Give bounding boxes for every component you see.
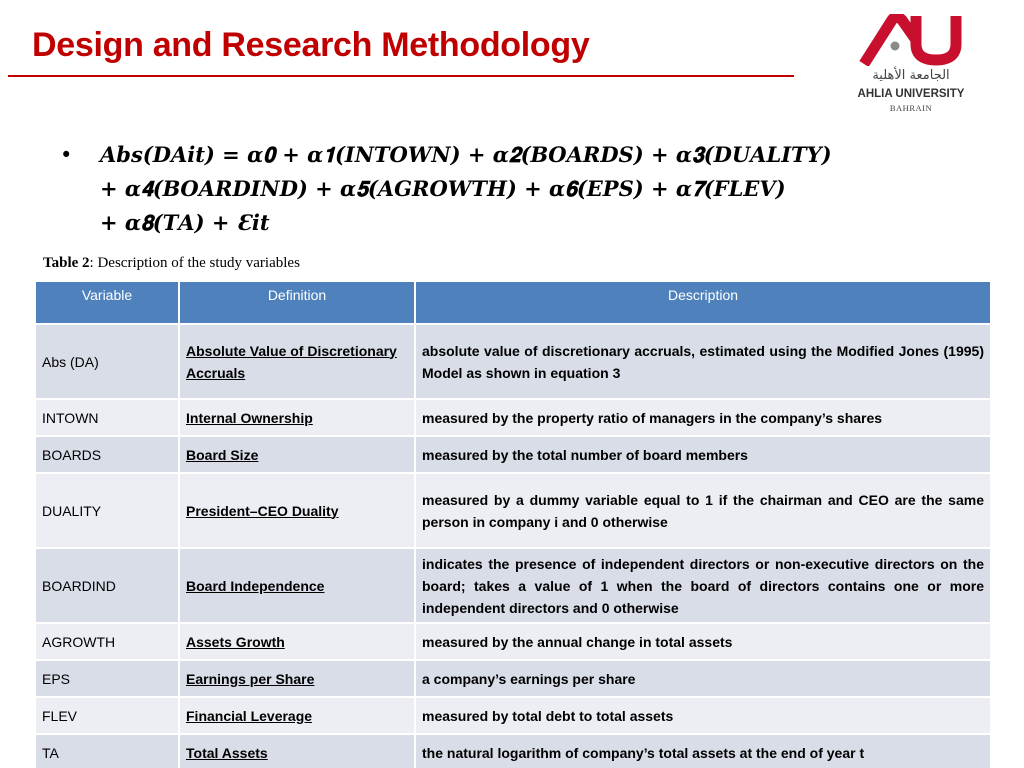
cell-variable: FLEV [35, 697, 179, 734]
cell-definition: Internal Ownership [179, 399, 415, 436]
table-row [35, 734, 991, 768]
bullet: • [60, 143, 73, 167]
caption-text: : Description of the study variables [89, 255, 300, 271]
logo-location: BAHRAIN [889, 103, 933, 113]
regression-equation [60, 138, 980, 240]
cell-description: absolute value of discretionary accruals, estimated using the Modified Jones (1995) Model as shown in equation 3 [415, 324, 991, 399]
cell-variable: INTOWN [35, 399, 179, 436]
cell-description: measured by total debt to total assets [415, 697, 991, 734]
table-row [35, 473, 991, 548]
caption-label: Table 2 [43, 255, 90, 271]
table-header-row [35, 281, 991, 324]
table-row [35, 436, 991, 473]
cell-variable: AGROWTH [35, 623, 179, 660]
header-variable: Variable [35, 281, 179, 324]
cell-definition: Assets Growth [179, 623, 415, 660]
cell-definition: Total Assets [179, 734, 415, 768]
table-row [35, 324, 991, 399]
cell-variable: DUALITY [35, 473, 179, 548]
header-definition: Definition [179, 281, 415, 324]
logo-english-name: AHLIA UNIVERSITY [857, 88, 965, 100]
table-row [35, 399, 991, 436]
ahlia-logo-icon [858, 14, 964, 66]
header-description: Description [415, 281, 991, 324]
table-row [35, 623, 991, 660]
university-logo [836, 14, 986, 114]
logo-arabic-name: الجامعة الأهلية [872, 68, 950, 83]
cell-definition: Board Size [179, 436, 415, 473]
cell-description: indicates the presence of independent directors or non-executive directors on the board; takes a value of 1 when the board of directors contains one or more independent directors and 0 otherwise [415, 548, 991, 623]
cell-variable: TA [35, 734, 179, 768]
cell-description: the natural logarithm of company’s total assets at the end of year t [415, 734, 991, 768]
cell-definition: Earnings per Share [179, 660, 415, 697]
equation-line-1: 𝑨𝒃𝒔(𝑫𝑨𝒊𝒕) = 𝜶𝟎 + 𝜶𝟏(𝑰𝑵𝑻𝑶𝑾𝑵) + 𝜶𝟐(𝑩𝑶𝑨𝑹𝑫𝑺) + 𝜶𝟑(𝑫𝑼𝑨𝑳𝑰𝑻𝒀) [100, 142, 832, 167]
equation-line-3: + 𝜶𝟖(𝑻𝑨) + Ɛ𝒊𝒕 [100, 210, 270, 235]
cell-definition: Absolute Value of Discretionary Accruals [179, 324, 415, 399]
variables-table [34, 280, 992, 768]
cell-variable: BOARDS [35, 436, 179, 473]
cell-definition: Financial Leverage [179, 697, 415, 734]
cell-description: measured by a dummy variable equal to 1 if the chairman and CEO are the same person in company i and 0 otherwise [415, 473, 991, 548]
table-caption [43, 255, 300, 272]
page-title: Design and Research Methodology [32, 26, 590, 64]
cell-description: measured by the total number of board members [415, 436, 991, 473]
cell-variable: EPS [35, 660, 179, 697]
equation-line-2: + 𝜶𝟒(𝑩𝑶𝑨𝑹𝑫𝑰𝑵𝑫) + 𝜶𝟓(𝑨𝑮𝑹𝑶𝑾𝑻𝑯) + 𝜶𝟔(𝑬𝑷𝑺) + 𝜶𝟕(𝑭𝑳𝑬𝑽) [100, 176, 786, 201]
cell-description: a company’s earnings per share [415, 660, 991, 697]
cell-definition: President–CEO Duality [179, 473, 415, 548]
cell-description: measured by the annual change in total assets [415, 623, 991, 660]
title-divider [8, 75, 794, 77]
table-row [35, 660, 991, 697]
cell-variable: Abs (DA) [35, 324, 179, 399]
cell-definition: Board Independence [179, 548, 415, 623]
table-row [35, 697, 991, 734]
table-row [35, 548, 991, 623]
cell-variable: BOARDIND [35, 548, 179, 623]
cell-description: measured by the property ratio of managers in the company’s shares [415, 399, 991, 436]
